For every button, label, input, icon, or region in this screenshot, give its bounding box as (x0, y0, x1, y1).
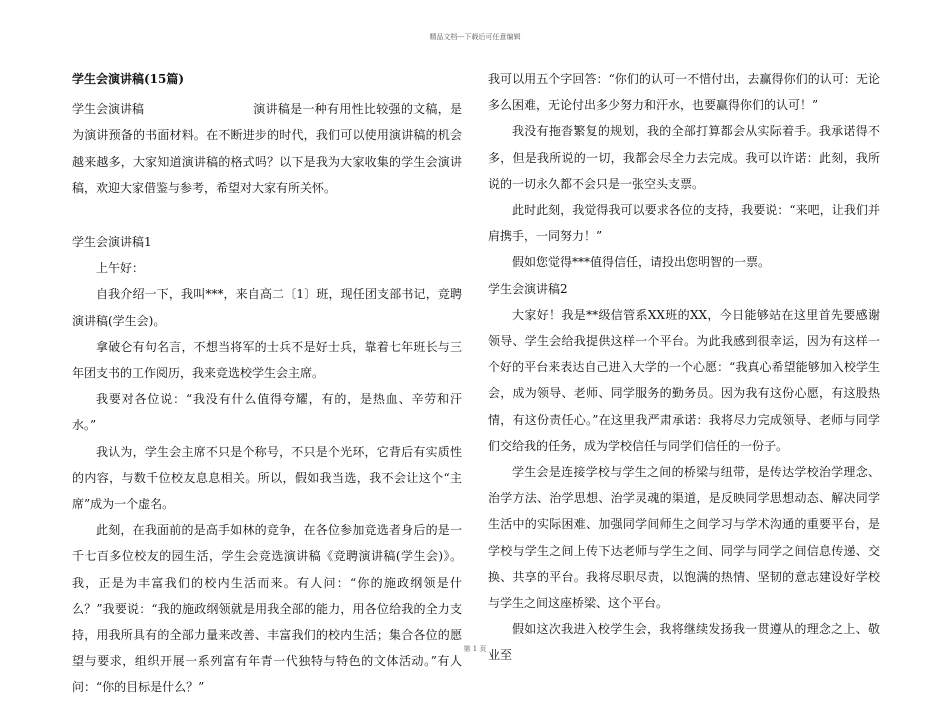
paragraph: 此时此刻，我觉得我可以要求各位的支持，我要说：“来吧，让我们并肩携手，一同努力！” (488, 203, 880, 244)
paragraph: 拿破仑有句名言，不想当将军的士兵不是好士兵，靠着七年班长与三年团支书的工作阅历，我来竞选校学生会主席。 (72, 339, 462, 381)
paragraph: 假如这次我进入校学生会，我将继续发扬我一贯遵从的理念之上、敬业至 (488, 622, 880, 663)
paragraph: 假如您觉得***值得信任，请投出您明智的一票。 (512, 255, 771, 270)
right-column (488, 66, 880, 669)
paragraph-continued: 我可以用五个字回答：“你们的认可一不惜付出，去赢得你们的认可：无论多么困难，无论付出多少努力和汗水，也要赢得你们的认可！” (488, 72, 880, 113)
paragraph: 自我介绍一下，我叫***，来自高二〔1〕班，现任团支部书记，竞聘演讲稿(学生会)。 (72, 287, 462, 328)
paragraph: 此刻，在我面前的是高手如林的竞争，在各位参加竞选者身后的是一千七百多位校友的园生活，学生会竞选演讲稿《竞聘演讲稿(学生会)》。我，正是为丰富我们的校内生活而来。有人问：“你的施政纲领是什么？”我要说：“我的施政纲领就是用我全部的能力，用各位给我的全力支持，用我所具有的全部力量来改善、丰富我们的校内生活；集合各位的愿望与要求，组织开展一系列富有年青一代独特与特色的文体活动。”有人问：“你的目标是什么？” (72, 523, 462, 695)
document-title: 学生会演讲稿(15篇) (72, 72, 185, 86)
intro-paragraph (72, 96, 462, 201)
paragraph: 我要对各位说：“我没有什么值得夸耀，有的，是热血、辛劳和汗水。” (72, 392, 462, 433)
paragraph: 我没有拖沓繁复的规划，我的全部打算都会从实际着手。我承诺得不多，但是我所说的一切，我都会尽全力去完成。我可以许诺：此刻，我所说的一切永久都不会只是一张空头支票。 (488, 124, 880, 191)
page-header: 精品文档---下载后可任意编辑 (429, 33, 521, 41)
section-heading-1: 学生会演讲稿1 (72, 235, 152, 250)
section-spacer (72, 201, 462, 229)
page-footer: 第 1 页 (463, 645, 487, 653)
greeting: 上午好： (96, 261, 145, 276)
intro-text: 演讲稿是一种有用性比较强的文稿，是为演讲预备的书面材料。在不断进步的时代，我们可以使用演讲稿的机会越来越多，大家知道演讲稿的格式吗？以下是我为大家收集的学生会演讲稿，欢迎大家借鉴与参考，希望对大家有所关怀。 (72, 102, 462, 195)
left-column (72, 66, 462, 701)
paragraph: 我认为，学生会主席不只是个称号，不只是个光环，它背后有实质性的内容，与数千位校友息息相关。所以，假如我当选，我不会让这个“主席”成为一个虚名。 (72, 444, 462, 512)
intro-label: 学生会演讲稿 (72, 102, 145, 117)
section-heading-2: 学生会演讲稿2 (488, 281, 568, 296)
paragraph: 学生会是连接学校与学生之间的桥梁与纽带，是传达学校治学理念、治学方法、治学思想、治学灵魂的渠道，是反映同学思想动态、解决同学生活中的实际困难、加强同学间师生之间学习与学术沟通的重要平台，是学校与学生之间上传下达老师与学生之间、同学与同学之间信息传递、交换、共享的平台。我将尽职尽责，以饱满的热情、坚韧的意志建设好学校与学生之间这座桥梁、这个平台。 (488, 465, 880, 611)
paragraph: 大家好！我是**级信管系XX班的XX，今日能够站在这里首先要感谢领导、学生会给我提供这样一个平台。为此我感到很幸运，因为有这样一个好的平台来表达自己进入大学的一个心愿：“我真心希望能够加入校学生会，成为领导、老师、同学服务的勤务员。因为我有这份心愿，有这股热情，有这份责任心。”在这里我严肃承诺：我将尽力完成领导、老师与同学们交给我的任务，成为学校信任与同学们信任的一份子。 (488, 307, 880, 453)
